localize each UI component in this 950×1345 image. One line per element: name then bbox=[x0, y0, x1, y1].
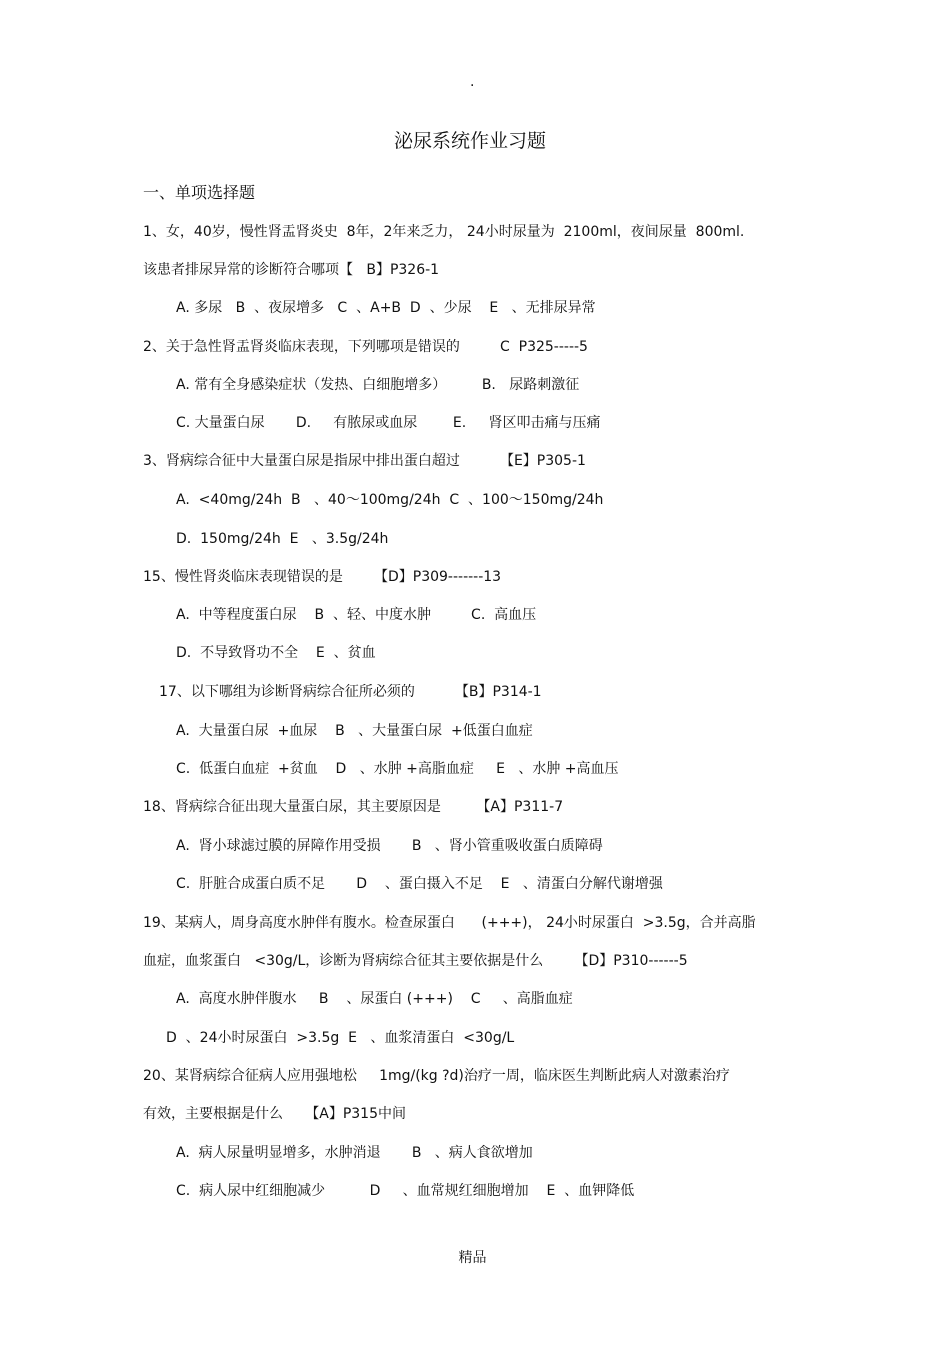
option-line: A. 大量蛋白尿 +血尿 B 、大量蛋白尿 +低蛋白血症 bbox=[176, 723, 533, 739]
question-line: 15、慢性肾炎临床表现错误的是 【D】P309-------13 bbox=[143, 569, 502, 585]
section-heading: 一、单项选择题 bbox=[143, 183, 256, 202]
option-line: C. 病人尿中红细胞减少 D 、血常规红细胞增加 E 、血钾降低 bbox=[176, 1183, 635, 1199]
option-line: A. 高度水肿伴腹水 B 、尿蛋白 (+++) C 、高脂血症 bbox=[176, 991, 573, 1007]
question-line: 20、某肾病综合征病人应用强地松 1mg/(kg ?d)治疗一周，临床医生判断此病人对激素治疗 bbox=[143, 1068, 730, 1084]
option-line: D 、24小时尿蛋白 >3.5g E 、血浆清蛋白 <30g/L bbox=[166, 1030, 515, 1046]
question-line: 19、某病人，周身高度水肿伴有腹水。检查尿蛋白 (+++)， 24小时尿蛋白 >3.5g，合并高脂 bbox=[143, 915, 756, 931]
option-line: A. <40mg/24h B 、40～100mg/24h C 、100～150mg/24h bbox=[176, 492, 604, 508]
question-line: 血症，血浆蛋白 <30g/L，诊断为肾病综合征其主要依据是什么 【D】P310------5 bbox=[143, 953, 688, 969]
question-line: 18、肾病综合征出现大量蛋白尿，其主要原因是 【A】P311-7 bbox=[143, 799, 564, 815]
header-mark: . bbox=[470, 74, 475, 90]
option-line: D. 150mg/24h E 、3.5g/24h bbox=[176, 531, 389, 547]
option-line: A. 多尿 B 、夜尿增多 C 、A+B D 、少尿 E 、无排尿异常 bbox=[176, 300, 596, 316]
option-line: C. 肝脏合成蛋白质不足 D 、蛋白摄入不足 E 、清蛋白分解代谢增强 bbox=[176, 876, 663, 892]
option-line: A. 中等程度蛋白尿 B 、轻、中度水肿 C. 高血压 bbox=[176, 607, 537, 623]
question-line: 17、以下哪组为诊断肾病综合征所必须的 【B】P314-1 bbox=[159, 684, 542, 700]
question-line: 2、关于急性肾盂肾炎临床表现，下列哪项是错误的 C P325-----5 bbox=[143, 339, 588, 355]
option-line: A. 常有全身感染症状（发热、白细胞增多） B. 尿路刺激征 bbox=[176, 377, 580, 393]
page-title: 泌尿系统作业习题 bbox=[393, 130, 546, 152]
question-line: 有效，主要根据是什么 【A】P315中间 bbox=[143, 1106, 406, 1122]
option-line: A. 病人尿量明显增多，水肿消退 B 、病人食欲增加 bbox=[176, 1145, 533, 1161]
option-line: A. 肾小球滤过膜的屏障作用受损 B 、肾小管重吸收蛋白质障碍 bbox=[176, 838, 603, 854]
page-footer: 精品 bbox=[458, 1250, 487, 1266]
option-line: C. 大量蛋白尿 D. 有脓尿或血尿 E. 肾区叩击痛与压痛 bbox=[176, 415, 601, 431]
question-line: 3、肾病综合征中大量蛋白尿是指尿中排出蛋白超过 【E】P305-1 bbox=[143, 453, 586, 469]
question-line: 该患者排尿异常的诊断符合哪项【 B】P326-1 bbox=[143, 262, 440, 278]
option-line: D. 不导致肾功不全 E 、贫血 bbox=[176, 645, 376, 661]
option-line: C. 低蛋白血症 +贫血 D 、水肿 +高脂血症 E 、水肿 +高血压 bbox=[176, 761, 619, 777]
question-line: 1、女，40岁，慢性肾盂肾炎史 8年，2年来乏力， 24小时尿量为 2100ml，夜间尿量 800ml. bbox=[143, 224, 745, 240]
